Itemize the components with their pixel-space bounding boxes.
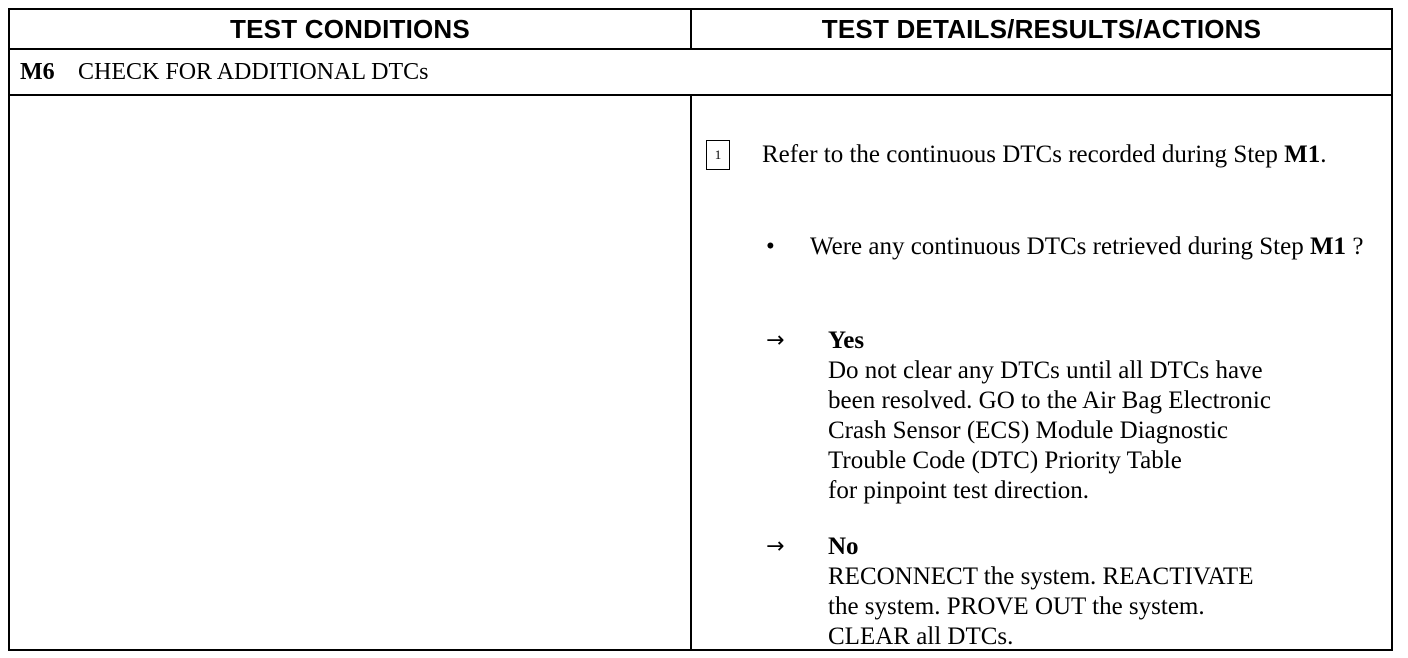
question [766,232,1376,262]
test-details-cell [692,96,1391,649]
answer-yes [766,326,1376,506]
answer-yes-label: Yes [828,327,865,354]
bullet-icon: • [766,233,775,260]
question-body: Were any continuous DTCs retrieved during Step [810,233,1310,260]
answer-no [766,532,1376,652]
instruction [762,140,1382,170]
instruction-step-ref: M1 [1284,141,1321,168]
instruction-end: . [1320,141,1327,168]
answer-no-text: RECONNECT the system. REACTIVATE the system. PROVE OUT the system. CLEAR all DTCs. [828,563,1254,650]
instruction-text: Refer to the continuous DTCs recorded during Step [762,141,1285,168]
diagnostic-table [8,8,1393,651]
step-title: CHECK FOR ADDITIONAL DTCs [78,58,429,85]
question-step-ref: M1 [1309,233,1347,260]
table-header [10,10,1391,50]
test-conditions-cell [10,96,692,649]
step-title-row [10,50,1391,96]
question-text [810,232,1370,262]
arrow-right-icon: → [766,328,785,353]
table-body [10,96,1391,649]
answer-yes-text: Do not clear any DTCs until all DTCs have been resolved. GO to the Air Bag Electronic Crash Sensor (ECS) Module Diagnostic Trouble Code (DTC) Priority Table for pinpoint test direction. [828,357,1271,504]
header-test-conditions: TEST CONDITIONS [10,10,692,48]
answer-no-body [828,532,1376,652]
arrow-right-icon: → [766,534,785,559]
answer-no-label: No [828,533,859,560]
question-end: ? [1346,233,1364,260]
step-number-box: 1 [706,140,730,170]
answer-yes-body [828,326,1376,506]
header-test-details: TEST DETAILS/RESULTS/ACTIONS [821,13,1262,44]
step-id: M6 [20,58,55,85]
